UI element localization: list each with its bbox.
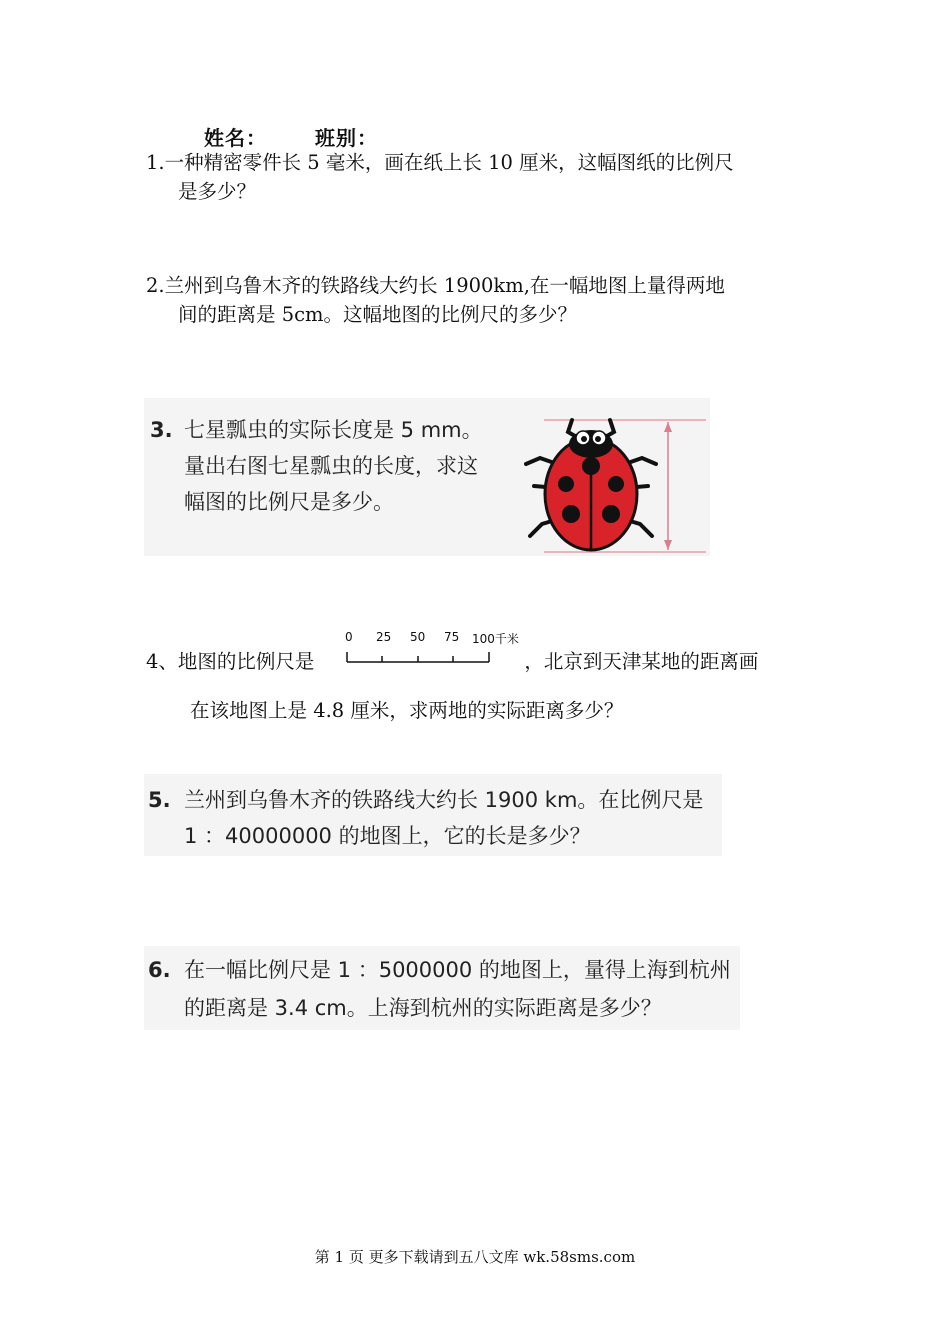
header [204, 122, 378, 151]
question-2 [146, 271, 816, 329]
question-6-panel [144, 946, 740, 1030]
question-5-line-2: 1 ：40000000 的地图上，它的长是多少？ [184, 824, 591, 848]
question-2-line-2: 间的距离是 5cm。这幅地图的比例尺的多少？ [178, 303, 578, 326]
question-5-number: 5. [148, 788, 171, 812]
scale-label-50: 50 [410, 630, 426, 644]
ladybug-icon [514, 410, 710, 556]
question-3-panel [144, 398, 710, 556]
question-2-line-1: 2.兰州到乌鲁木齐的铁路线大约长 1900km,在一幅地图上量得两地 [146, 274, 725, 297]
question-6-number: 6. [148, 958, 171, 982]
page-footer: 第 1 页 更多下载请到五八文库 wk.58sms.com [314, 1248, 636, 1266]
question-6-line-2: 的距离是 3.4 cm。上海到杭州的实际距离是多少？ [184, 996, 662, 1020]
scale-label-0: 0 [345, 630, 353, 644]
question-1-line-1: 1.一种精密零件长 5 毫米，画在纸上长 10 厘米，这幅图纸的比例尺 [146, 151, 734, 174]
question-4-prefix: 4、地图的比例尺是 [146, 650, 315, 673]
question-1-line-2: 是多少？ [178, 180, 257, 203]
question-3-number: 3. [150, 418, 173, 442]
question-3-line-1: 七星瓢虫的实际长度是 5 mm。 [184, 418, 483, 442]
question-5-panel [144, 774, 722, 856]
scale-bar [342, 630, 542, 670]
question-5-line-1: 兰州到乌鲁木齐的铁路线大约长 1900 km。在比例尺是 [184, 788, 704, 812]
question-3-line-3: 幅图的比例尺是多少。 [184, 490, 394, 514]
scale-label-75: 75 [444, 630, 460, 644]
scale-ruler [346, 650, 496, 666]
question-1 [146, 148, 816, 206]
question-6-line-1: 在一幅比例尺是 1 ：5000000 的地图上，量得上海到杭州 [184, 958, 731, 982]
class-label: 班别： [314, 126, 378, 150]
question-4-line-2: 在该地图上是 4.8 厘米，求两地的实际距离多少？ [190, 699, 624, 722]
name-label: 姓名： [204, 126, 267, 150]
scale-label-25: 25 [376, 630, 392, 644]
question-4-suffix: ，北京到天津某地的距离画 [524, 650, 759, 673]
scale-label-100: 100千米 [472, 632, 519, 646]
question-3-line-2: 量出右图七星瓢虫的长度，求这 [184, 454, 478, 478]
